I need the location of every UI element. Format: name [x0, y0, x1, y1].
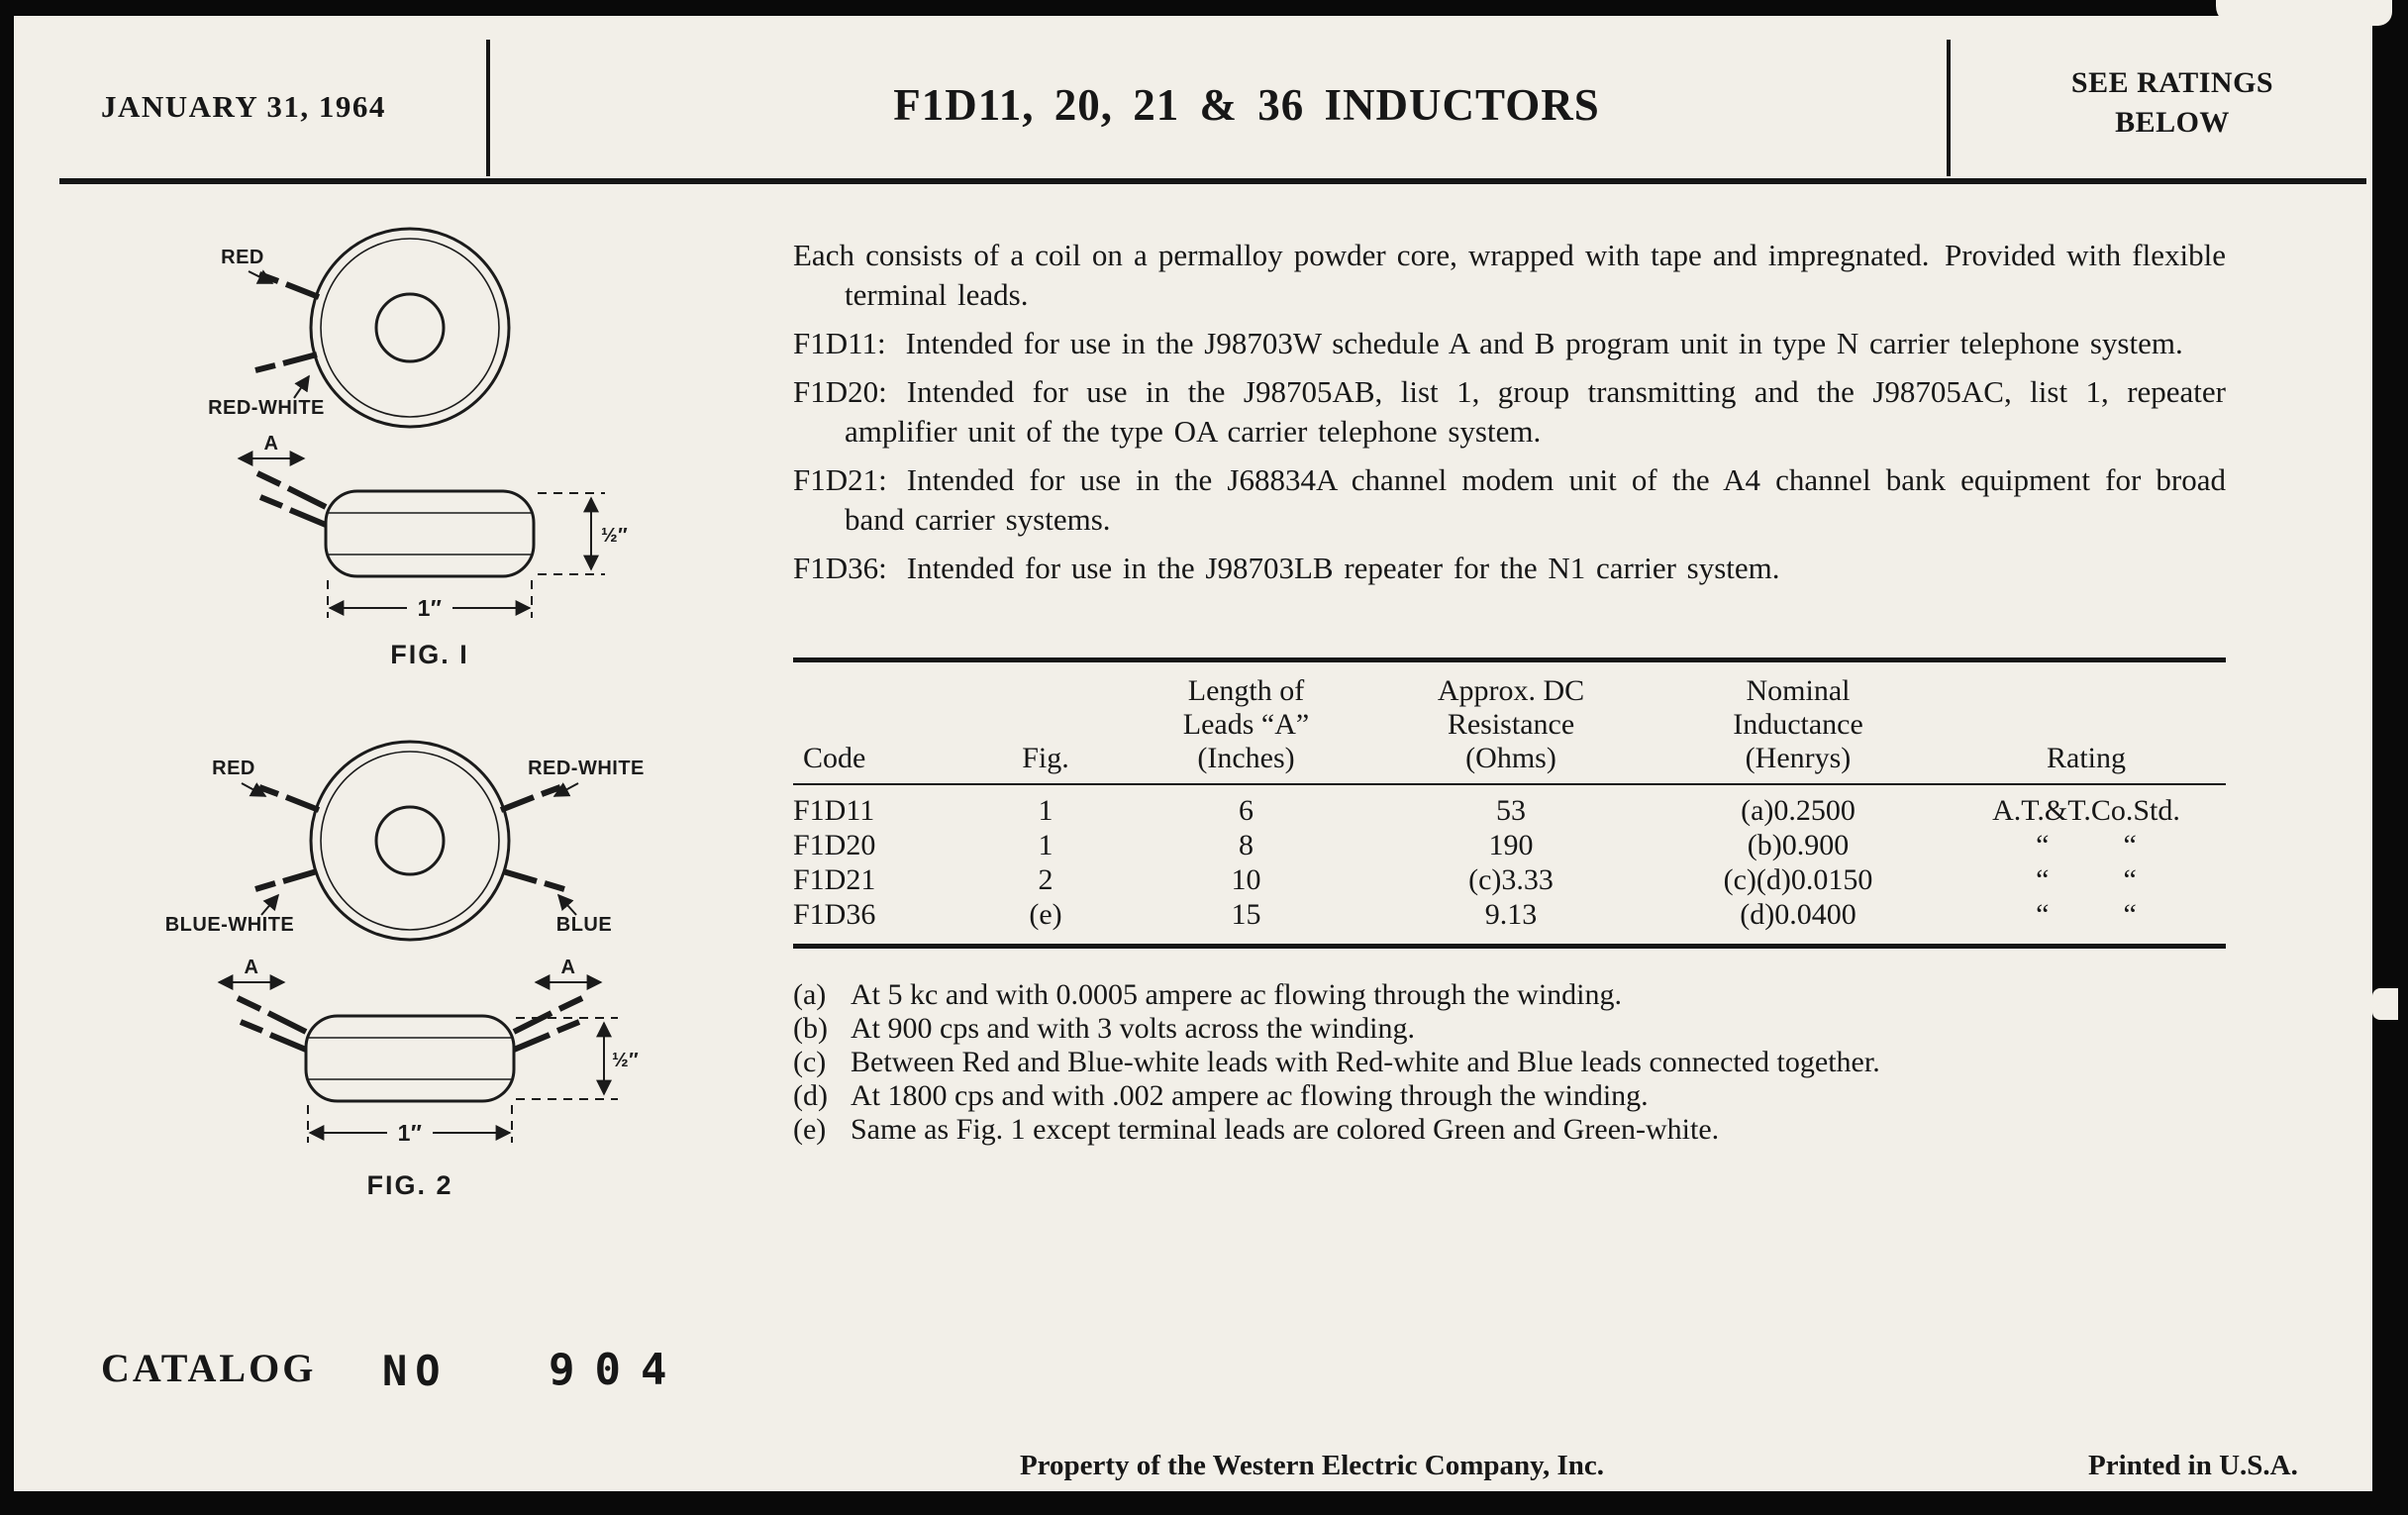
ratings-note: [1979, 63, 2365, 143]
fig2-dim-width-label: 1″: [397, 1120, 423, 1146]
footnotes: [793, 978, 2229, 1147]
item-paragraph-f1d21: [793, 460, 2226, 540]
fig1-side-view: [239, 433, 628, 621]
catalog-number: 904: [549, 1345, 687, 1395]
scan-artifact-top-right: [2216, 0, 2392, 26]
item-code: F1D20:: [793, 374, 887, 409]
fig1-dim-width-label: 1″: [417, 595, 443, 621]
fig1-lead-red: [259, 274, 319, 297]
fig1-caption: FIG. I: [390, 640, 469, 669]
item-paragraph-f1d20: [793, 372, 2226, 452]
column-header-length: Length of Leads “A” (Inches): [1182, 674, 1310, 774]
item-code: F1D11:: [793, 326, 886, 360]
table-header-row: [793, 662, 2226, 783]
fig1-lead-red-white: [255, 354, 317, 370]
fig2-label-red-white: RED-WHITE: [528, 758, 645, 779]
column-header-fig: Fig.: [1022, 742, 1069, 774]
fig2-side-leads-left: [238, 998, 306, 1050]
table-row-f1d20: F1D20 1 8 190 (b)0.900 “ “: [793, 829, 2137, 861]
table-body: [793, 785, 2226, 944]
footnote-b: (b) At 900 cps and with 3 volts across the winding.: [793, 1012, 1415, 1045]
fig2-caption: FIG. 2: [366, 1170, 453, 1200]
footnote-c: (c) Between Red and Blue-white leads with Red-white and Blue leads connected together.: [793, 1046, 1880, 1078]
column-header-rating: Rating: [2047, 742, 2126, 774]
fig2-side-view: [219, 957, 639, 1146]
table-rule-bottom: [793, 944, 2226, 949]
column-header-resistance: Approx. DC Resistance (Ohms): [1437, 674, 1585, 774]
catalog-no-label: NO: [382, 1347, 449, 1395]
fig1-dim-a-label: A: [263, 433, 279, 454]
table-row-f1d36: F1D36 (e) 15 9.13 (d)0.0400 “ “: [793, 898, 2137, 931]
issue-date: JANUARY 31, 1964: [101, 89, 386, 124]
fig2-lead-red: [259, 787, 319, 810]
header-divider-left: [486, 40, 490, 176]
footnote-a: (a) At 5 kc and with 0.0005 ampere ac flowing through the winding.: [793, 978, 1623, 1011]
intro-paragraph: Each consists of a coil on a permalloy powder core, wrapped with tape and impregnated. Provided with flexible terminal leads.: [793, 238, 2226, 312]
header-rule: [59, 178, 2366, 184]
item-paragraph-f1d36: [793, 549, 2226, 588]
item-paragraph-f1d11: [793, 324, 2226, 363]
item-text: Intended for use in the J68834A channel modem unit of the A4 channel bank equipment for broad band carrier systems.: [845, 462, 2226, 537]
ratings-note-line2: BELOW: [2115, 106, 2230, 139]
fig2-label-blue-arrow: [558, 895, 576, 915]
description: [793, 236, 2226, 597]
item-text: Intended for use in the J98705AB, list 1, group transmitting and the J98705AC, list 1, repeater amplifier unit of the type OA carrier telephone system.: [845, 374, 2226, 449]
ratings-note-line1: SEE RATINGS: [2070, 66, 2274, 99]
fig1-front-view: [208, 229, 509, 427]
footnote-e: (e) Same as Fig. 1 except terminal leads are colored Green and Green-white.: [793, 1113, 1720, 1146]
fig2-dim-a-left-label: A: [244, 957, 259, 978]
fig1-label-red-white-arrow: [294, 376, 309, 398]
fig2-label-blue-white: BLUE-WHITE: [164, 914, 295, 936]
fig1-label-red: RED: [221, 247, 264, 268]
fig2-label-blue: BLUE: [555, 914, 613, 936]
footnote-d: (d) At 1800 cps and with .002 ampere ac flowing through the winding.: [793, 1079, 1649, 1112]
fig2-label-blue-white-arrow: [261, 895, 278, 915]
item-code: F1D21:: [793, 462, 887, 497]
table-row-f1d11: F1D11 1 6 53 (a)0.2500 A.T.&T.Co.Std.: [793, 794, 2180, 827]
ratings-table: [793, 657, 2226, 949]
fig2-lead-blue: [503, 871, 564, 889]
fig2-lead-red-white: [501, 787, 560, 810]
fig2-front-view: [165, 742, 645, 940]
item-text: Intended for use in the J98703W schedule A and B program unit in type N carrier telephone system.: [905, 326, 2183, 360]
header-divider-right: [1947, 40, 1951, 176]
property-notice: Property of the Western Electric Company, Inc.: [1019, 1450, 1605, 1481]
document-page: [14, 16, 2372, 1491]
item-code: F1D36:: [793, 551, 887, 585]
fig1-side-leads: [257, 473, 326, 525]
catalog-label: CATALOG: [101, 1346, 317, 1390]
scan-artifact-right-edge: [2372, 988, 2398, 1020]
fig1-dim-height-label: ½″: [601, 525, 629, 547]
table-row-f1d21: F1D21 2 10 (c)3.33 (c)(d)0.0150 “ “: [793, 863, 2137, 896]
item-text: Intended for use in the J98703LB repeater for the N1 carrier system.: [906, 551, 1780, 585]
fig1-label-red-white: RED-WHITE: [208, 397, 325, 419]
fig2-dim-height-label: ½″: [612, 1050, 640, 1071]
column-header-inductance: Nominal Inductance (Henrys): [1733, 674, 1863, 774]
fig2-dim-a-right-label: A: [560, 957, 576, 978]
fig2-side-leads-right: [514, 998, 582, 1050]
page-title: F1D11, 20, 21 & 36 INDUCTORS: [893, 80, 1600, 130]
figure-1: [177, 214, 643, 689]
printed-notice: Printed in U.S.A.: [2088, 1450, 2298, 1481]
figure-2: [152, 727, 667, 1266]
fig2-label-red: RED: [212, 758, 255, 779]
fig2-lead-blue-white: [255, 871, 317, 889]
column-header-code: Code: [803, 742, 866, 774]
